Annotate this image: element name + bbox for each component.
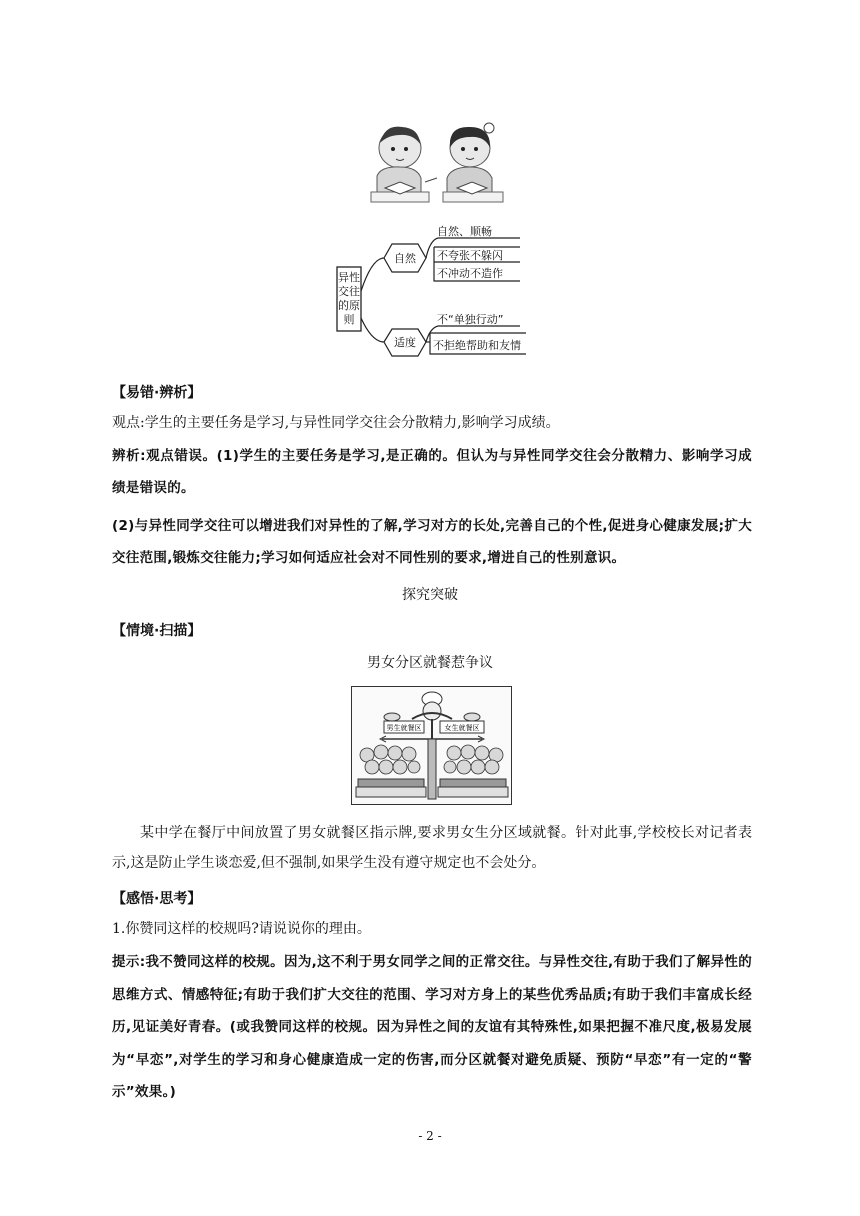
mindmap-branch-2: 适度 [394,336,416,349]
hint-text: 提示:我不赞同这样的校规。因为,这不利于男女同学之间的正常交往。与异性交往,有助于我们了解异性的思维方式、情感特征;有助于我们扩大交往的范围、学习对方身上的某些优秀品质;有助于我们丰富成长经历,见证美好青春。(或我赞同这样的校规。因为异性之间的友谊有其特殊性,如果把握不准尺度,极易发展为“早恋”,对学生的学习和身心健康造成一定的伤害,而分区就餐对避免质疑、预防“早恋”有一定的“警示”效果。) [112,954,752,1100]
mindmap-root-line1: 异性 [338,271,360,284]
section-heading-scenario: 【情境·扫描】 [112,623,202,639]
mindmap-root-line2: 交往 [338,285,360,298]
viewpoint-text: 观点:学生的主要任务是学习,与异性同学交往会分散精力,影响学习成绩。 [112,415,560,431]
cafeteria-illustration [351,686,512,805]
mindmap-item-2: 不夸张不躲闪 [437,249,503,262]
analysis-text-1: 辨析:观点错误。(1)学生的主要任务是学习,是正确的。但认为与异性同学交往会分散精力、影响学习成绩是错误的。 [112,448,752,496]
analysis-text-2: (2)与异性同学交往可以增进我们对异性的了解,学习对方的长处,完善自己的个性,促进身心健康发展;扩大交往范围,锻炼交往能力;学习如何适应社会对不同性别的要求,增进自己的性别意识。 [112,518,752,566]
scenario-story: 某中学在餐厅中间放置了男女就餐区指示牌,要求男女生分区域就餐。针对此事,学校校长对记者表示,这是防止学生谈恋爱,但不强制,如果学生没有遵守规定也不会处分。 [112,825,752,871]
question-1: 1.你赞同这样的校规吗?请说说你的理由。 [112,921,371,937]
mindmap-svg [330,218,530,368]
mindmap-item-5: 不拒绝帮助和友情 [433,339,521,352]
mindmap-root-line3: 的原 [338,299,360,312]
sign-girls: 女生就餐区 [444,724,480,732]
section-title-explore: 探究突破 [402,587,458,603]
mindmap [330,218,530,368]
mindmap-item-3: 不冲动不造作 [437,267,503,280]
mindmap-item-1: 自然、顺畅 [437,225,492,238]
mindmap-branch-1: 自然 [394,252,416,265]
mindmap-item-4: 不“单独行动” [437,313,504,326]
section-heading-mistakes: 【易错·辨析】 [112,385,202,401]
page-number: - 2 - [418,1129,442,1143]
sign-boys: 男生就餐区 [386,724,422,732]
mindmap-root-line4: 则 [343,313,355,326]
section-heading-reflection: 【感悟·思考】 [112,891,202,907]
kids-reading-illustration [355,118,515,206]
scenario-subtitle: 男女分区就餐惹争议 [367,655,493,671]
